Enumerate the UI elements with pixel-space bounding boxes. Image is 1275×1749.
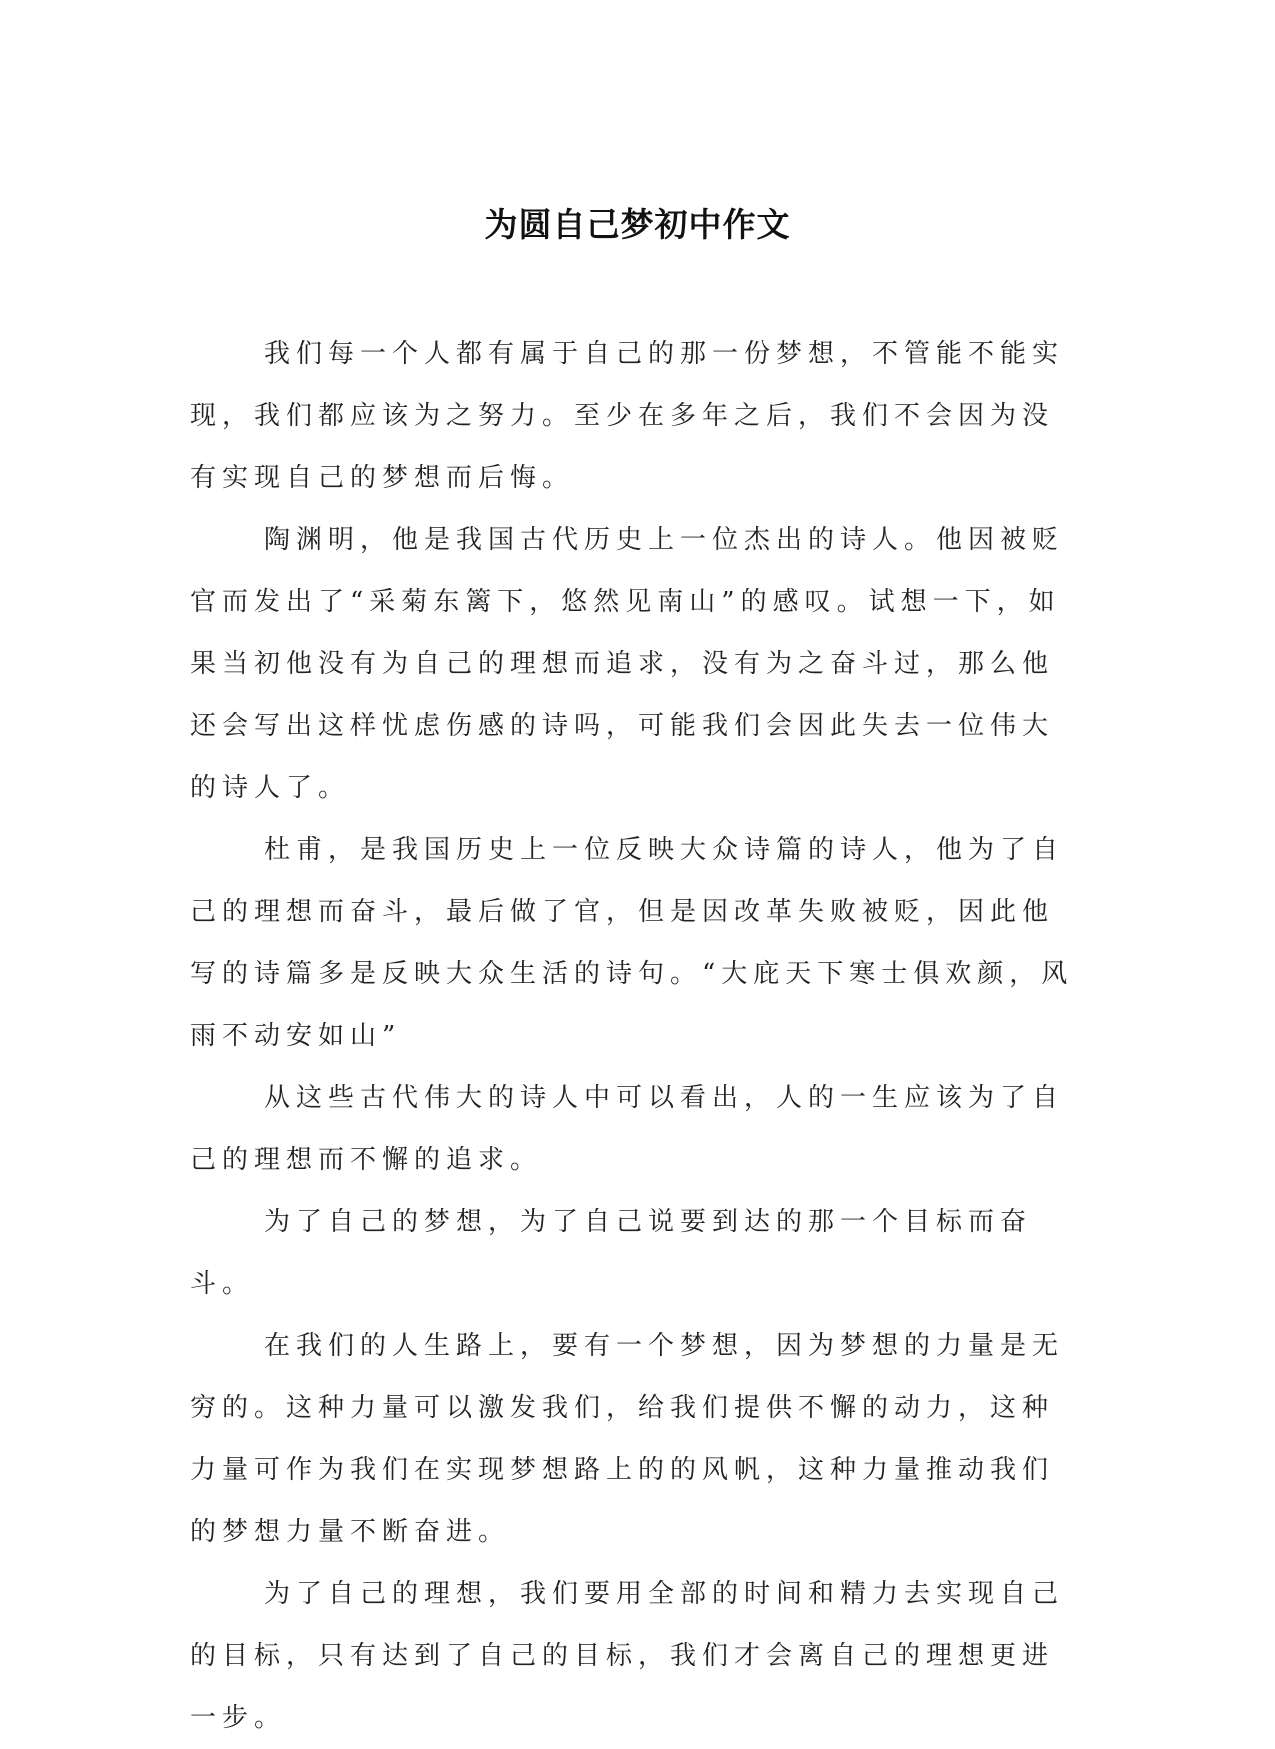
paragraph: 为了自己的理想，我们要用全部的时间和精力去实现自己的目标，只有达到了自己的目标，我们才会离自己的理想更进一步。 (190, 1579, 1065, 1733)
paragraph: 在我们的人生路上，要有一个梦想，因为梦想的力量是无穷的。这种力量可以激发我们，给我们提供不懈的动力，这种力量可作为我们在实现梦想路上的的风帆，这种力量推动我们的梦想力量不断奋进。 (190, 1331, 1065, 1547)
paragraph: 陶渊明，他是我国古代历史上一位杰出的诗人。他因被贬官而发出了“采菊东篱下，悠然见南山”的感叹。试想一下，如果当初他没有为自己的理想而追求，没有为之奋斗过，那么他还会写出这样忧虑伤感的诗吗，可能我们会因此失去一位伟大的诗人了。 (190, 525, 1065, 803)
document-body (190, 323, 1084, 1749)
paragraph: 我们每一个人都有属于自己的那一份梦想，不管能不能实现，我们都应该为之努力。至少在多年之后，我们不会因为没有实现自己的梦想而后悔。 (190, 339, 1065, 493)
paragraph: 从这些古代伟大的诗人中可以看出，人的一生应该为了自己的理想而不懈的追求。 (190, 1083, 1065, 1175)
document-title: 为圆自己梦初中作文 (484, 205, 791, 244)
paragraph: 为了自己的梦想，为了自己说要到达的那一个目标而奋斗。 (190, 1207, 1033, 1299)
paragraph: 杜甫，是我国历史上一位反映大众诗篇的诗人，他为了自己的理想而奋斗，最后做了官，但是因改革失败被贬，因此他写的诗篇多是反映大众生活的诗句。“大庇天下寒士俱欢颜，风雨不动安如山” (190, 835, 1074, 1051)
